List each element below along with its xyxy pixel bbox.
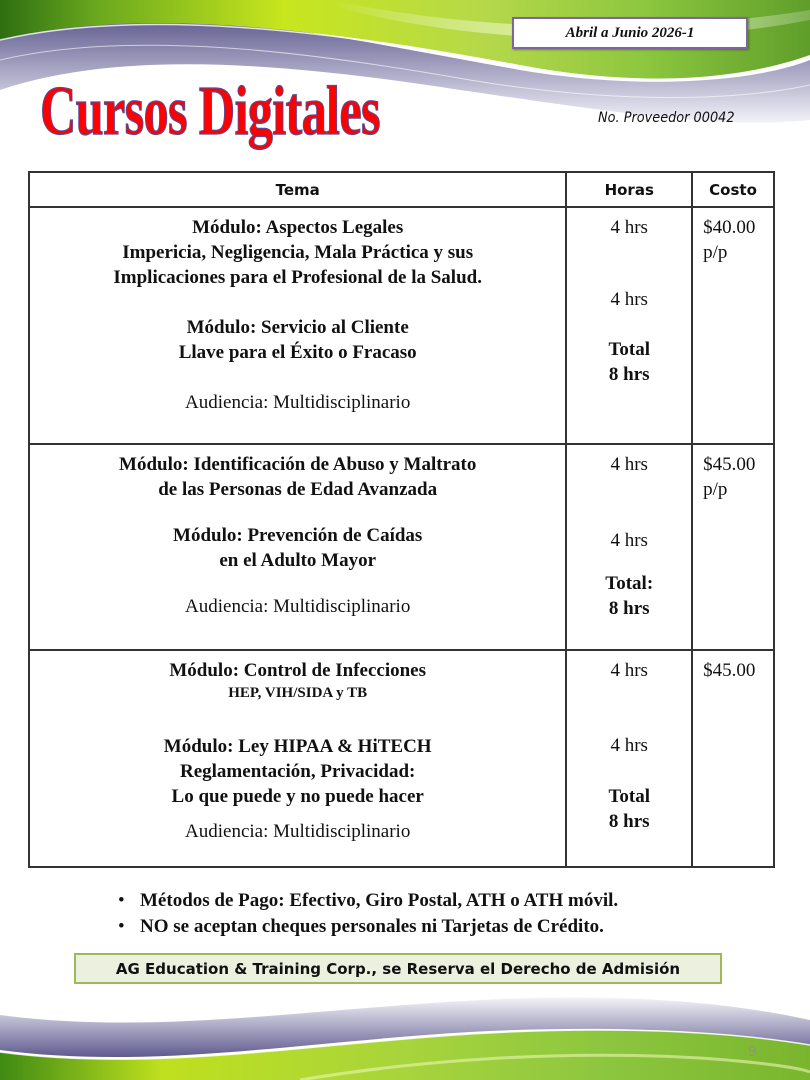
audience-label: Audiencia: Multidisciplinario (185, 596, 411, 617)
module-hours: 4 hrs (610, 735, 648, 756)
table-row (29, 207, 774, 444)
bullet-icon: • (118, 890, 125, 911)
period-label: Abril a Junio 2026-1 (512, 17, 748, 49)
table-row (29, 650, 774, 867)
total-hours: 8 hrs (608, 598, 650, 619)
module-subtitle: Lo que puede y no puede hacer (171, 786, 424, 807)
footer-wave-decoration (0, 990, 810, 1080)
total-label: Total (608, 786, 650, 807)
module-subtitle: en el Adulto Mayor (219, 550, 377, 571)
note-item (118, 914, 618, 940)
module-subtitle: Impericia, Negligencia, Mala Práctica y sus (122, 242, 474, 263)
header-tema: Tema (29, 172, 566, 207)
cost-unit: p/p (703, 479, 728, 500)
course-cost: $45.00 (703, 660, 756, 681)
header-costo: Costo (692, 172, 774, 207)
cost-unit: p/p (703, 242, 728, 263)
tema-cell (29, 650, 566, 867)
module-subtitle: Llave para el Éxito o Fracaso (178, 342, 417, 363)
module-title: Módulo: Prevención de Caídas (173, 525, 423, 546)
module-hours: 4 hrs (610, 454, 648, 475)
module-hours: 4 hrs (610, 660, 648, 681)
header-horas: Horas (566, 172, 692, 207)
provider-number: No. Proveedor 00042 (598, 110, 735, 126)
module-hours: 4 hrs (610, 289, 648, 310)
total-hours: 8 hrs (608, 364, 650, 385)
page-number: 9 (748, 1044, 757, 1060)
horas-cell (566, 444, 692, 650)
module-subtitle: Reglamentación, Privacidad: (180, 761, 416, 782)
note-item (118, 888, 618, 914)
module-title: Módulo: Ley HIPAA & HiTECH (163, 736, 432, 757)
module-title: Módulo: Identificación de Abuso y Maltrato (119, 454, 477, 475)
course-cost: $45.00 (703, 454, 756, 475)
costo-cell (692, 444, 774, 650)
total-label: Total (608, 339, 650, 360)
horas-cell (566, 207, 692, 444)
total-hours: 8 hrs (608, 811, 650, 832)
tema-cell (29, 444, 566, 650)
payment-notes (118, 888, 618, 940)
module-hours: 4 hrs (610, 217, 648, 238)
admission-disclaimer: AG Education & Training Corp., se Reserva el Derecho de Admisión (74, 953, 722, 984)
module-title: Módulo: Aspectos Legales (192, 217, 404, 238)
module-title: Módulo: Servicio al Cliente (186, 317, 409, 338)
horas-cell (566, 650, 692, 867)
note-text: Métodos de Pago: Efectivo, Giro Postal, ATH o ATH móvil. (140, 890, 619, 911)
module-subtitle: Implicaciones para el Profesional de la Salud. (113, 267, 482, 288)
table-header-row (29, 172, 774, 207)
page-title: Cursos Digitales (40, 73, 380, 150)
course-cost: $40.00 (703, 217, 756, 238)
courses-table (28, 171, 775, 868)
module-subtitle: HEP, VIH/SIDA y TB (228, 685, 368, 701)
note-text: NO se aceptan cheques personales ni Tarjetas de Crédito. (140, 916, 604, 937)
costo-cell (692, 207, 774, 444)
module-hours: 4 hrs (610, 530, 648, 551)
module-title: Módulo: Control de Infecciones (169, 660, 427, 681)
tema-cell (29, 207, 566, 444)
audience-label: Audiencia: Multidisciplinario (185, 392, 411, 413)
total-label: Total: (605, 573, 654, 594)
table-row (29, 444, 774, 650)
module-subtitle: de las Personas de Edad Avanzada (158, 479, 438, 500)
audience-label: Audiencia: Multidisciplinario (185, 821, 411, 842)
bullet-icon: • (118, 916, 125, 937)
costo-cell (692, 650, 774, 867)
